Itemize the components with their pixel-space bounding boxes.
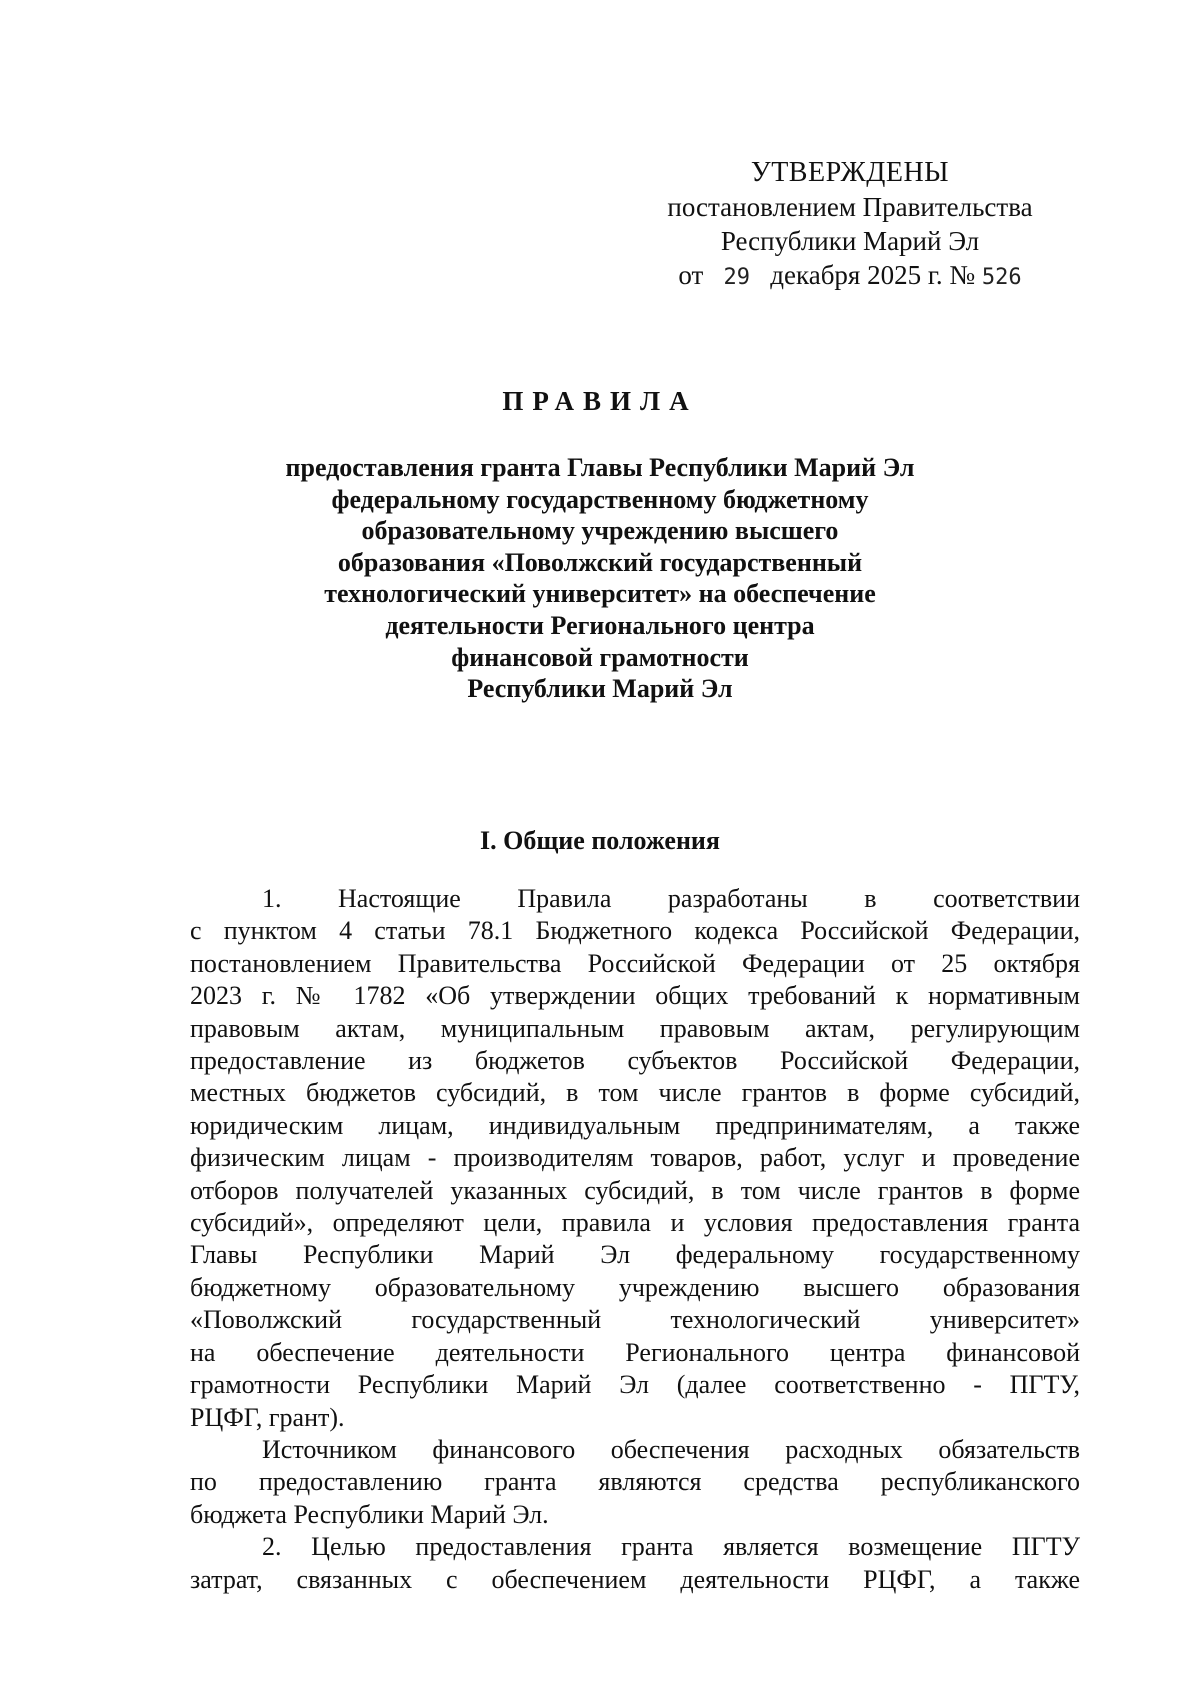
paragraph-line: физическим лицам - производителям товаров, работ, услуг и проведение (190, 1143, 1080, 1173)
approval-line: Республики Марий Эл (720, 226, 980, 256)
paragraph-line: затрат, связанных с обеспечением деятельности РЦФГ, а также (190, 1564, 1080, 1594)
approval-head: УТВЕРЖДЕНЫ (750, 157, 950, 188)
paragraph-line: бюджетному образовательному учреждению высшего образования (190, 1272, 1080, 1302)
section-heading: I. Общие положения (480, 826, 720, 855)
subtitle-line: деятельности Регионального центра (385, 610, 815, 640)
subtitle-line: образования «Поволжский государственный (337, 547, 863, 577)
paragraph-line: местных бюджетов субсидий, в том числе грантов в форме субсидий, (190, 1078, 1080, 1108)
subtitle-line: образовательному учреждению высшего (361, 516, 839, 546)
paragraph-line: постановлением Правительства Российской Федерации от 25 октября (190, 948, 1080, 978)
paragraph-line: юридическим лицам, индивидуальным предпринимателям, а также (190, 1110, 1080, 1140)
date-day: 29 (723, 265, 751, 290)
approval-line: постановлением Правительства (667, 192, 1033, 222)
paragraph-line: по предоставлению гранта являются средства республиканского (190, 1467, 1080, 1497)
paragraph-line: 2023 г. № 1782 «Об утверждении общих требований к нормативным (190, 981, 1080, 1011)
body-text (190, 883, 1080, 1596)
paragraph-line: РЦФГ, грант). (190, 1402, 345, 1432)
paragraph-line: правовым актам, муниципальным правовым актам, регулирующим (190, 1013, 1080, 1043)
paragraph-line: «Поволжский государственный технологический университет» (190, 1305, 1080, 1335)
document-subtitle (200, 452, 1000, 705)
paragraph-line: 2. Целью предоставления гранта является возмещение ПГТУ (262, 1532, 1080, 1562)
paragraph-line: Главы Республики Марий Эл федеральному государственному (190, 1240, 1080, 1270)
approval-stamp (640, 156, 1060, 295)
paragraph-line: бюджета Республики Марий Эл. (190, 1499, 549, 1529)
paragraph-line: субсидий», определяют цели, правила и условия предоставления гранта (190, 1208, 1080, 1238)
paragraph-line: грамотности Республики Марий Эл (далее соответственно - ПГТУ, (190, 1370, 1080, 1400)
document-number: 526 (981, 265, 1022, 290)
paragraph-line: 1. Настоящие Правила разработаны в соответствии (262, 884, 1080, 913)
subtitle-line: технологический университет» на обеспечение (324, 579, 876, 609)
paragraph-line: отборов получателей указанных субсидий, в том числе грантов в форме (190, 1175, 1080, 1205)
document-title: ПРАВИЛА (502, 386, 698, 416)
date-month-year: декабря 2025 г. № (770, 260, 976, 290)
date-prefix: от (678, 260, 704, 290)
subtitle-line: финансовой грамотности (451, 642, 749, 672)
subtitle-line: предоставления гранта Главы Республики Марий Эл (285, 453, 915, 482)
subtitle-line: федеральному государственному бюджетному (331, 484, 869, 514)
approval-date-line (640, 258, 1060, 295)
paragraph-line: на обеспечение деятельности Регионального центра финансовой (190, 1337, 1080, 1367)
paragraph-line: Источником финансового обеспечения расходных обязательств (262, 1434, 1080, 1464)
paragraph-line: с пунктом 4 статьи 78.1 Бюджетного кодекса Российской Федерации, (190, 916, 1080, 946)
subtitle-line: Республики Марий Эл (467, 674, 733, 704)
paragraph-line: предоставление из бюджетов субъектов Российской Федерации, (190, 1046, 1080, 1076)
